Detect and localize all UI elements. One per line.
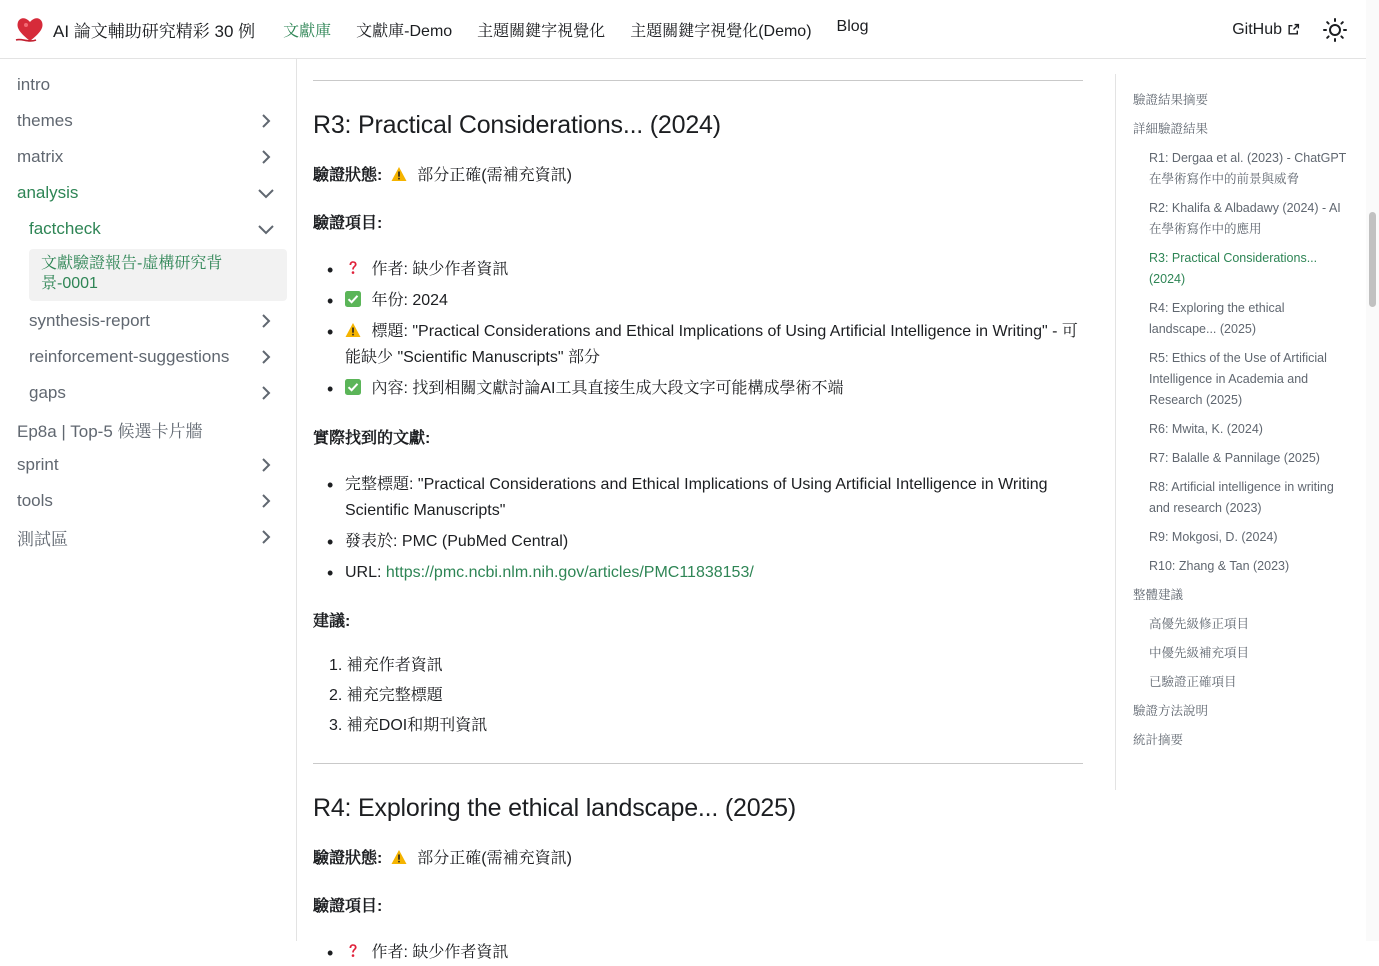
r3-items-label: 驗證項目: <box>313 215 383 232</box>
toc-item-r2[interactable]: R2: Khalifa & Albadawy (2024) - AI在學術寫作中的應用 <box>1149 201 1341 236</box>
sidebar-item-active-doc[interactable]: 文獻驗證報告-虛構研究背景-0001 <box>29 249 287 301</box>
r4-status <box>313 845 1083 868</box>
sidebar-item-label: matrix <box>17 147 64 166</box>
external-link-icon <box>1287 23 1300 36</box>
sidebar-item-label: gaps <box>29 383 66 402</box>
nav-link-blog[interactable]: Blog <box>836 17 869 35</box>
chevron-right-icon[interactable] <box>254 109 278 133</box>
sidebar-item-matrix[interactable] <box>5 139 286 175</box>
divider <box>313 763 1083 764</box>
list-item-text: 標題: "Practical Considerations and Ethical Implications of Using Artificial Intelligence in Writing" - 可能缺少 "Scientific Manuscripts" 部分 <box>345 323 1078 366</box>
sidebar-item-label: analysis <box>17 183 79 202</box>
list-item <box>345 319 1083 371</box>
toc-item-r6[interactable]: R6: Mwita, K. (2024) <box>1149 422 1263 436</box>
chevron-right-icon[interactable] <box>254 525 278 549</box>
heart-logo-icon <box>14 13 46 45</box>
toc-item-r4[interactable]: R4: Exploring the ethical landscape... (2025) <box>1149 301 1285 336</box>
chevron-down-icon[interactable] <box>254 181 278 205</box>
list-item-text: 作者: 缺少作者資訊 <box>371 944 509 961</box>
scrollbar-thumb[interactable] <box>1369 212 1376 307</box>
nav-link-library[interactable]: 文獻庫 <box>283 22 332 40</box>
question-mark-icon <box>345 943 361 959</box>
toc-item-summary[interactable]: 驗證結果摘要 <box>1133 93 1209 107</box>
nav-link-keyword-viz[interactable]: 主題關鍵字視覺化 <box>477 22 606 40</box>
list-item <box>345 472 1083 524</box>
r4-heading: R4: Exploring the ethical landscape... (2025) <box>313 794 796 822</box>
r3-heading: R3: Practical Considerations... (2024) <box>313 111 721 139</box>
sidebar-item-themes[interactable] <box>5 103 286 139</box>
sidebar-item-label: 測試區 <box>17 529 68 549</box>
warning-icon <box>345 322 361 338</box>
list-item-text: 補充完整標題 <box>346 687 443 704</box>
list-item <box>345 940 1083 966</box>
toc-item-method[interactable]: 驗證方法說明 <box>1133 704 1209 718</box>
nav-links <box>283 18 893 41</box>
list-item <box>345 560 1083 586</box>
toc-item-verified[interactable]: 已驗證正確項目 <box>1149 675 1237 689</box>
toc-item-r7[interactable]: R7: Balalle & Pannilage (2025) <box>1149 451 1320 465</box>
brand[interactable] <box>14 13 255 45</box>
list-item-text: 年份: 2024 <box>371 292 448 309</box>
status-value: 部分正確(需補充資訊) <box>417 167 572 184</box>
table-of-contents <box>1115 74 1351 790</box>
url-label: URL: <box>345 564 386 581</box>
r3-found-list <box>345 472 1083 586</box>
theme-toggle-button[interactable] <box>1322 17 1348 43</box>
sidebar <box>0 59 297 941</box>
article-url-link[interactable]: https://pmc.ncbi.nlm.nih.gov/articles/PMC11838153/ <box>385 564 754 581</box>
github-link[interactable] <box>1232 21 1300 39</box>
chevron-right-icon[interactable] <box>254 345 278 369</box>
nav-link-keyword-viz-demo[interactable]: 主題關鍵字視覺化(Demo) <box>630 22 812 40</box>
sidebar-item-analysis[interactable] <box>5 175 286 211</box>
check-mark-icon <box>345 291 361 307</box>
list-item <box>345 376 1083 402</box>
sidebar-item-label: factcheck <box>29 219 101 238</box>
list-item-text: 內容: 找到相關文獻討論AI工具直接生成大段文字可能構成學術不端 <box>371 380 844 397</box>
list-item: 3. 補充DOI和期刊資訊 <box>329 717 488 734</box>
sidebar-item-label: intro <box>17 75 51 94</box>
sidebar-item-sprint[interactable] <box>5 447 286 483</box>
toc-item-mid[interactable]: 中優先級補充項目 <box>1149 646 1250 660</box>
r3-suggest-label: 建議: <box>313 613 351 630</box>
r3-items-list <box>345 257 1083 402</box>
chevron-right-icon[interactable] <box>254 309 278 333</box>
sidebar-item-label: synthesis-report <box>29 311 150 330</box>
toc-item-r8[interactable]: R8: Artificial intelligence in writing and research (2023) <box>1149 480 1334 515</box>
scrollbar[interactable] <box>1366 0 1379 941</box>
status-value: 部分正確(需補充資訊) <box>417 850 572 867</box>
status-label: 驗證狀態: <box>313 167 383 184</box>
sidebar-item-ep8a[interactable] <box>5 411 286 447</box>
toc-item-details[interactable]: 詳細驗證結果 <box>1133 122 1209 136</box>
toc-item-r3[interactable]: R3: Practical Considerations... (2024) <box>1149 251 1318 286</box>
nav-link-library-demo[interactable]: 文獻庫-Demo <box>356 22 453 40</box>
sidebar-item-label: Ep8a | Top-5 候選卡片牆 <box>17 421 203 441</box>
sun-icon <box>1323 18 1347 42</box>
r4-items-label: 驗證項目: <box>313 898 383 915</box>
r3-found-label: 實際找到的文獻: <box>313 430 431 447</box>
main-content <box>313 59 1083 961</box>
status-label: 驗證狀態: <box>313 850 383 867</box>
github-label: GitHub <box>1232 20 1282 38</box>
sidebar-item-label: reinforcement-suggestions <box>29 347 230 366</box>
chevron-right-icon[interactable] <box>254 381 278 405</box>
list-item-text: 發表於: PMC (PubMed Central) <box>345 533 569 550</box>
r4-items-list <box>345 940 1083 966</box>
warning-icon <box>391 166 407 182</box>
toc-item-high[interactable]: 高優先級修正項目 <box>1149 617 1250 631</box>
list-item <box>345 257 1083 283</box>
sidebar-item-reinforcement[interactable] <box>5 339 286 375</box>
chevron-down-icon[interactable] <box>254 217 278 241</box>
sidebar-item-factcheck[interactable] <box>5 211 286 247</box>
sidebar-item-label: sprint <box>17 455 59 474</box>
list-item <box>345 529 1083 555</box>
sidebar-item-intro[interactable] <box>5 67 286 103</box>
toc-item-r1[interactable]: R1: Dergaa et al. (2023) - ChatGPT在學術寫作中的前景與威脅 <box>1149 151 1347 186</box>
list-item-text: 補充DOI和期刊資訊 <box>346 717 488 734</box>
list-item <box>345 288 1083 314</box>
navbar <box>0 0 1366 59</box>
toc-item-r10[interactable]: R10: Zhang & Tan (2023) <box>1149 559 1290 573</box>
nav-right <box>1232 0 1348 59</box>
chevron-right-icon[interactable] <box>254 489 278 513</box>
toc-item-overall[interactable]: 整體建議 <box>1133 588 1184 602</box>
list-item-text: 作者: 缺少作者資訊 <box>371 261 509 278</box>
sidebar-item-label: themes <box>17 111 73 130</box>
toc-item-stats[interactable]: 統計摘要 <box>1133 733 1184 747</box>
sidebar-item-test[interactable] <box>5 519 286 555</box>
r3-suggest-list <box>313 651 1083 741</box>
list-item-text: 完整標題: "Practical Considerations and Ethical Implications of Using Artificial Intelligence in Writing Scientific Manuscripts" <box>345 476 1048 519</box>
sidebar-item-gaps[interactable] <box>5 375 286 411</box>
question-mark-icon <box>345 260 361 276</box>
warning-icon <box>391 849 407 865</box>
list-item: 1. 補充作者資訊 <box>329 657 443 674</box>
list-item: 2. 補充完整標題 <box>329 687 443 704</box>
chevron-right-icon[interactable] <box>254 145 278 169</box>
chevron-right-icon[interactable] <box>254 453 278 477</box>
check-mark-icon <box>345 379 361 395</box>
toc-item-r9[interactable]: R9: Mokgosi, D. (2024) <box>1149 530 1278 544</box>
sidebar-item-synthesis-report[interactable] <box>5 303 286 339</box>
sidebar-item-label: tools <box>17 491 53 510</box>
r3-status <box>313 162 1083 185</box>
list-item-text: 補充作者資訊 <box>346 657 443 674</box>
brand-title: AI 論文輔助研究精彩 30 例 <box>53 21 256 41</box>
sidebar-item-tools[interactable] <box>5 483 286 519</box>
toc-item-r5[interactable]: R5: Ethics of the Use of Artificial Intelligence in Academia and Research (2025) <box>1149 351 1327 407</box>
divider <box>313 80 1083 81</box>
